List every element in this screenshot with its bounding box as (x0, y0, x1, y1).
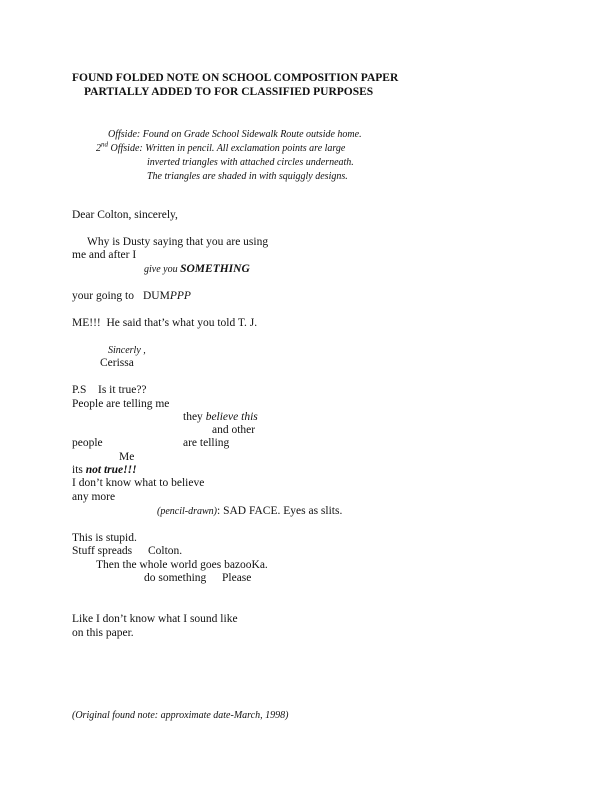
ps-they-believe (183, 411, 258, 424)
letter-line-going-to: your going to (72, 290, 134, 302)
signature: Cerissa (100, 357, 134, 369)
ps-people: people (72, 437, 103, 449)
document-title-line1: FOUND FOLDED NOTE ON SCHOOL COMPOSITION PAPER (72, 72, 399, 84)
they-text: they (183, 411, 206, 423)
ps-dont-know: I don’t know what to believe (72, 477, 205, 489)
letter-line-give-you (144, 263, 250, 276)
header-note-3: inverted triangles with attached circles underneath. (147, 157, 354, 168)
line-sound-like: Like I don’t know what I sound like (72, 613, 238, 625)
document-title-line2: PARTIALLY ADDED TO FOR CLASSIFIED PURPOSES (84, 86, 374, 98)
line-stuff-spreads: Stuff spreads (72, 545, 133, 557)
line-bazooka: Then the whole world goes bazooKa. (96, 559, 268, 571)
header-note-2 (96, 142, 345, 155)
ps-is-it-true: Is it true?? (98, 384, 147, 396)
letter-line-me (72, 317, 257, 330)
he-said-text: He said that’s what you told T. J. (106, 317, 258, 329)
salutation: Dear Colton, sincerely, (72, 209, 178, 221)
give-you-text: give you (144, 264, 181, 275)
ps-are-telling: are telling (183, 437, 230, 449)
letter-line-dum (143, 290, 191, 303)
ppp-text: PPP (169, 290, 191, 302)
sad-face-text: : SAD FACE. Eyes as slits. (217, 505, 343, 517)
ps-and-other: and other (212, 424, 256, 436)
ps-any-more: any more (72, 491, 116, 503)
header-note-2-sup: nd (101, 140, 108, 149)
ps-people-telling: People are telling me (72, 398, 170, 410)
its-text: its (72, 464, 86, 476)
header-note-4: The triangles are shaded in with squiggly designs. (147, 171, 348, 182)
line-do-something: do something (144, 572, 207, 584)
something-text: SOMETHING (180, 263, 250, 275)
line-stupid: This is stupid. (72, 532, 137, 544)
header-note-2-num: 2 (96, 143, 101, 154)
footer-note: (Original found note: approximate date-March, 1998) (72, 710, 289, 721)
pencil-drawn-text: (pencil-drawn) (157, 506, 217, 517)
line-on-paper: on this paper. (72, 627, 134, 639)
ps-label: P.S (72, 384, 87, 396)
header-note-1: Offside: Found on Grade School Sidewalk Route outside home. (108, 129, 362, 140)
believe-this-text: believe this (205, 411, 258, 423)
line-please: Please (222, 572, 252, 584)
me-excl-text: ME!!! (72, 317, 101, 329)
header-note-2-text: Offside: Written in pencil. All exclamation points are large (108, 143, 346, 154)
sign-off: Sincerly , (108, 345, 146, 356)
letter-line-me-after: me and after I (72, 249, 137, 261)
ps-sad-face (157, 505, 342, 518)
letter-line-why: Why is Dusty saying that you are using (87, 236, 269, 248)
line-colton: Colton. (148, 545, 183, 557)
ps-me: Me (119, 451, 135, 463)
ps-its-not-true (72, 464, 137, 477)
dum-text: DUM (143, 290, 170, 302)
not-true-text: not true!!! (85, 464, 137, 476)
